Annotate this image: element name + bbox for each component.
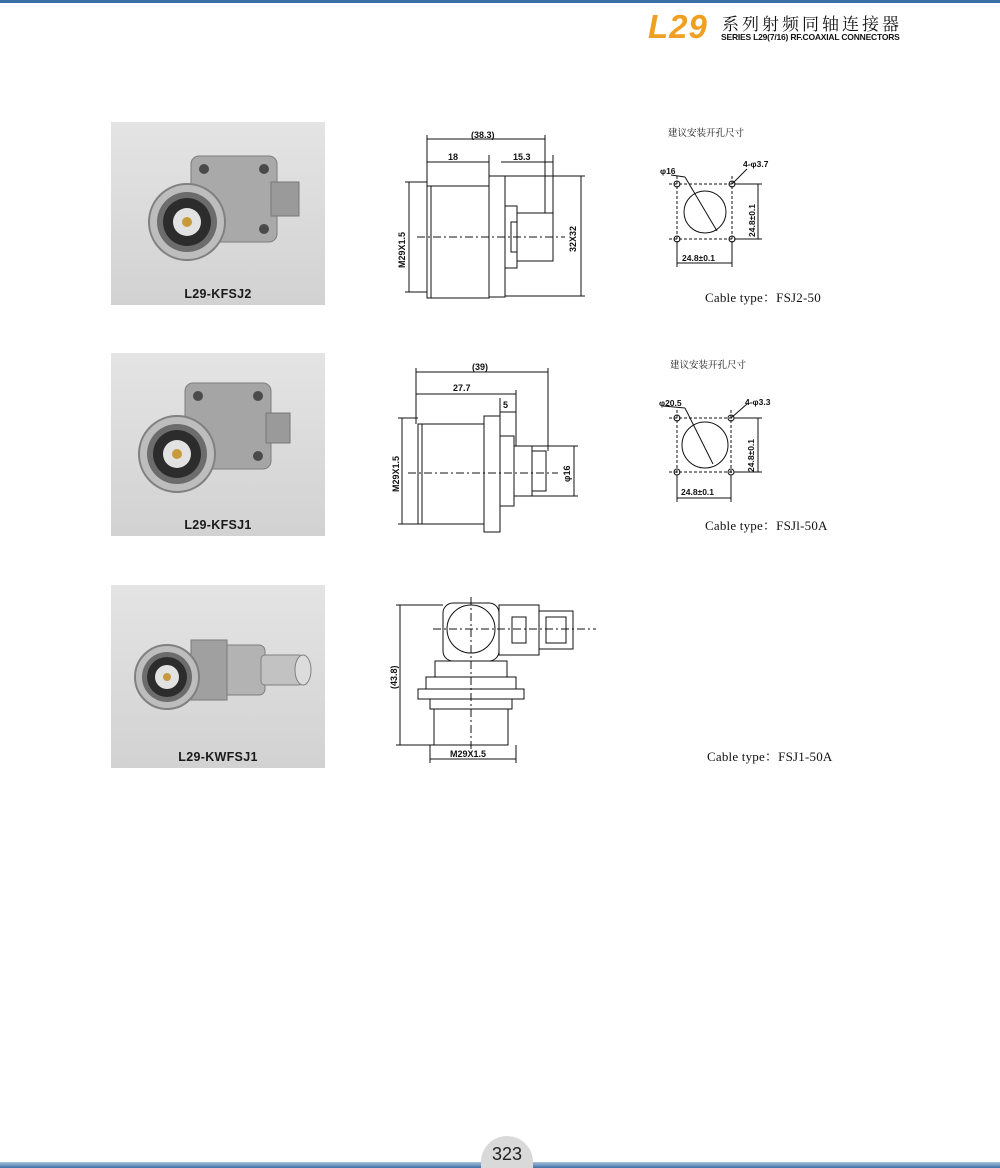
title-chinese: 系列射频同轴连接器 bbox=[722, 15, 902, 35]
page-number-tab bbox=[481, 1136, 533, 1168]
dim-height: (43.8) bbox=[389, 665, 399, 689]
dim-rear-diameter: φ16 bbox=[562, 465, 572, 482]
page-number: 323 bbox=[491, 1144, 523, 1164]
connector-straight-flange-image bbox=[111, 353, 325, 536]
model-label: L29-KFSJ1 bbox=[184, 518, 252, 532]
model-label: L29-KWFSJ1 bbox=[178, 750, 258, 764]
top-rule bbox=[0, 0, 1000, 3]
title-english: SERIES L29(7/16) RF.COAXIAL CONNECTORS bbox=[721, 32, 900, 42]
hole-title: 建议安装开孔尺寸 bbox=[670, 360, 747, 371]
dimension-drawing-kfsj1 bbox=[390, 358, 590, 538]
dim-overall: (39) bbox=[472, 362, 489, 372]
hole-count: 4-φ3.7 bbox=[743, 159, 769, 169]
hole-pitch-v: 24.8±0.1 bbox=[746, 438, 756, 472]
dim-thread: M29X1.5 bbox=[397, 231, 407, 268]
hole-center: φ16 bbox=[660, 166, 676, 176]
dimension-drawing-kfsj2 bbox=[395, 120, 595, 305]
dim-thread: M29X1.5 bbox=[450, 749, 487, 759]
product-photo-kfsj2 bbox=[111, 122, 325, 305]
dim-front: 27.7 bbox=[453, 383, 471, 393]
cable-type: Cable type：FSJ1-50A bbox=[707, 749, 833, 764]
cable-type: Cable type：FSJl-50A bbox=[705, 518, 828, 533]
page-header bbox=[648, 10, 948, 46]
dim-rear: 15.3 bbox=[513, 152, 531, 162]
dim-flange: 32X32 bbox=[568, 225, 578, 252]
model-label: L29-KFSJ2 bbox=[184, 287, 252, 301]
cable-type: Cable type：FSJ2-50 bbox=[705, 290, 821, 305]
hole-center: φ20.5 bbox=[659, 398, 682, 408]
series-code: L29 bbox=[648, 8, 708, 45]
hole-pitch-v: 24.8±0.1 bbox=[747, 203, 757, 237]
hole-title: 建议安装开孔尺寸 bbox=[668, 128, 745, 139]
hole-drawing-kfsj1 bbox=[655, 390, 780, 505]
dimension-drawing-kwfsj1 bbox=[388, 595, 608, 770]
dim-flange-thickness: 5 bbox=[503, 400, 509, 410]
dim-overall: (38.3) bbox=[471, 130, 495, 140]
hole-pitch-h: 24.8±0.1 bbox=[682, 253, 716, 263]
hole-count: 4-φ3.3 bbox=[745, 397, 771, 407]
connector-straight-flange-image bbox=[111, 122, 325, 305]
hole-pitch-h: 24.8±0.1 bbox=[681, 487, 715, 497]
dim-thread: M29X1.5 bbox=[391, 455, 401, 492]
connector-right-angle-image bbox=[111, 585, 325, 768]
product-photo-kfsj1 bbox=[111, 353, 325, 536]
dim-front: 18 bbox=[448, 152, 459, 162]
product-photo-kwfsj1 bbox=[111, 585, 325, 768]
hole-drawing-kfsj2 bbox=[655, 155, 775, 270]
